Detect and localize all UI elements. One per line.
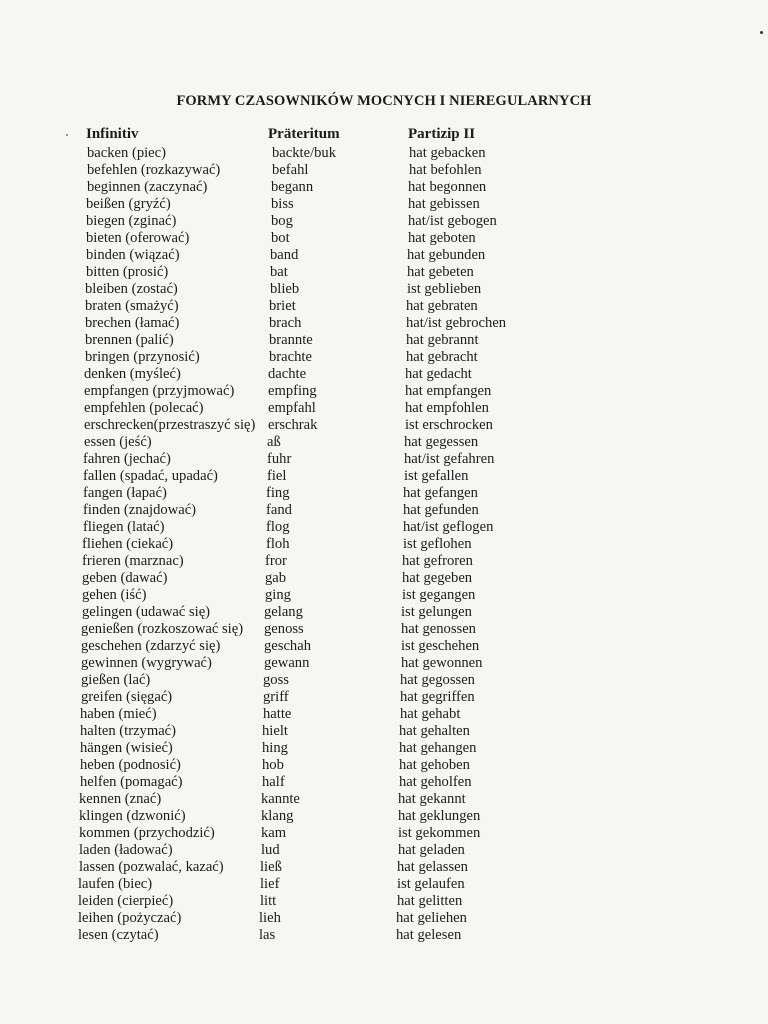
- table-row: [0, 825, 768, 842]
- partizip-cell: hat geklungen: [398, 808, 481, 824]
- partizip-cell: hat gebeten: [407, 264, 474, 280]
- infinitiv-cell: heben (podnosić): [80, 757, 181, 773]
- partizip-cell: hat/ist gebogen: [408, 213, 497, 229]
- partizip-cell: ist geblieben: [407, 281, 482, 297]
- prateritum-cell: kam: [261, 825, 287, 841]
- partizip-cell: hat gedacht: [405, 366, 472, 382]
- infinitiv-cell: bleiben (zostać): [85, 281, 178, 297]
- partizip-cell: ist gekommen: [398, 825, 481, 841]
- partizip-cell: hat geladen: [398, 842, 465, 858]
- table-row: [0, 281, 768, 298]
- table-row: [0, 298, 768, 315]
- infinitiv-cell: essen (jeść): [84, 434, 152, 450]
- table-row: [0, 774, 768, 791]
- prateritum-cell: empfahl: [268, 400, 316, 416]
- partizip-cell: hat geholfen: [399, 774, 472, 790]
- prateritum-cell: fiel: [267, 468, 287, 484]
- table-row: [0, 162, 768, 179]
- prateritum-cell: erschrak: [268, 417, 318, 433]
- partizip-cell: hat/ist gebrochen: [406, 315, 507, 331]
- partizip-cell: hat gebissen: [408, 196, 480, 212]
- prateritum-cell: genoss: [264, 621, 304, 637]
- scan-speck: [760, 31, 763, 34]
- infinitiv-cell: leihen (pożyczać): [78, 910, 182, 926]
- table-row: [0, 332, 768, 349]
- partizip-cell: ist gegangen: [402, 587, 476, 603]
- prateritum-cell: lieh: [259, 910, 281, 926]
- infinitiv-cell: klingen (dzwonić): [79, 808, 186, 824]
- partizip-cell: hat gebunden: [407, 247, 486, 263]
- partizip-cell: ist erschrocken: [405, 417, 493, 433]
- partizip-cell: ist gefallen: [404, 468, 469, 484]
- table-row: [0, 434, 768, 451]
- table-row: [0, 264, 768, 281]
- prateritum-cell: bot: [271, 230, 290, 246]
- partizip-cell: hat gegossen: [400, 672, 475, 688]
- table-row: [0, 638, 768, 655]
- infinitiv-cell: greifen (sięgać): [81, 689, 173, 705]
- prateritum-cell: fand: [266, 502, 292, 518]
- prateritum-cell: briet: [269, 298, 296, 314]
- table-header: [0, 126, 768, 144]
- table-row: [0, 553, 768, 570]
- infinitiv-cell: lesen (czytać): [78, 927, 159, 943]
- table-row: [0, 672, 768, 689]
- partizip-cell: hat gehabt: [400, 706, 461, 722]
- prateritum-cell: half: [262, 774, 285, 790]
- partizip-cell: hat gelitten: [397, 893, 463, 909]
- table-row: [0, 570, 768, 587]
- table-row: [0, 502, 768, 519]
- partizip-cell: hat gefroren: [402, 553, 473, 569]
- partizip-cell: hat gefunden: [403, 502, 479, 518]
- table-row: [0, 383, 768, 400]
- page-title: FORMY CZASOWNIKÓW MOCNYCH I NIEREGULARNYCH: [176, 93, 592, 109]
- table-row: [0, 740, 768, 757]
- infinitiv-cell: geben (dawać): [82, 570, 168, 586]
- prateritum-cell: las: [259, 927, 276, 943]
- table-row: [0, 536, 768, 553]
- infinitiv-cell: gießen (lać): [81, 672, 151, 688]
- table-row: [0, 196, 768, 213]
- infinitiv-cell: biegen (zginać): [86, 213, 177, 229]
- table-row: [0, 621, 768, 638]
- partizip-cell: hat gegeben: [402, 570, 473, 586]
- infinitiv-cell: genießen (rozkoszować się): [81, 621, 244, 637]
- partizip-cell: hat gebrannt: [406, 332, 479, 348]
- prateritum-cell: brachte: [269, 349, 312, 365]
- infinitiv-cell: brechen (łamać): [85, 315, 180, 331]
- header-partizip: Partizip II: [408, 126, 476, 142]
- header-prateritum: Präteritum: [268, 126, 340, 142]
- infinitiv-cell: fliehen (ciekać): [82, 536, 174, 552]
- infinitiv-cell: bieten (oferować): [86, 230, 190, 246]
- table-row: [0, 757, 768, 774]
- partizip-cell: hat gefangen: [403, 485, 478, 501]
- partizip-cell: hat gebraten: [406, 298, 478, 314]
- prateritum-cell: ging: [265, 587, 291, 603]
- table-row: [0, 213, 768, 230]
- prateritum-cell: hob: [262, 757, 284, 773]
- table-row: [0, 604, 768, 621]
- table-row: [0, 400, 768, 417]
- infinitiv-cell: backen (piec): [87, 145, 166, 161]
- infinitiv-cell: leiden (cierpieć): [78, 893, 174, 909]
- prateritum-cell: fror: [265, 553, 287, 569]
- table-row: [0, 179, 768, 196]
- infinitiv-cell: geschehen (zdarzyć się): [81, 638, 221, 654]
- partizip-cell: hat/ist geflogen: [403, 519, 494, 535]
- infinitiv-cell: laden (ładować): [79, 842, 173, 858]
- infinitiv-cell: kommen (przychodzić): [79, 825, 215, 841]
- partizip-cell: hat gelesen: [396, 927, 462, 943]
- partizip-cell: hat/ist gefahren: [404, 451, 495, 467]
- prateritum-cell: hielt: [262, 723, 288, 739]
- table-row: [0, 519, 768, 536]
- infinitiv-cell: binden (wiązać): [86, 247, 180, 263]
- prateritum-cell: blieb: [270, 281, 300, 297]
- prateritum-cell: litt: [260, 893, 277, 909]
- infinitiv-cell: fahren (jechać): [83, 451, 171, 467]
- prateritum-cell: kannte: [261, 791, 300, 807]
- prateritum-cell: brannte: [269, 332, 313, 348]
- prateritum-cell: band: [270, 247, 299, 263]
- prateritum-cell: bat: [270, 264, 288, 280]
- prateritum-cell: hatte: [263, 706, 292, 722]
- partizip-cell: hat gebacken: [409, 145, 486, 161]
- infinitiv-cell: frieren (marznac): [82, 553, 184, 569]
- prateritum-cell: lief: [260, 876, 280, 892]
- prateritum-cell: aß: [267, 434, 281, 450]
- prateritum-cell: backte/buk: [272, 145, 337, 161]
- prateritum-cell: brach: [269, 315, 302, 331]
- partizip-cell: ist gelungen: [401, 604, 472, 620]
- infinitiv-cell: beginnen (zaczynać): [87, 179, 208, 195]
- table-row: [0, 791, 768, 808]
- partizip-cell: hat gegessen: [404, 434, 479, 450]
- table-row: [0, 893, 768, 910]
- partizip-cell: hat gekannt: [398, 791, 466, 807]
- table-row: [0, 349, 768, 366]
- table-row: [0, 247, 768, 264]
- partizip-cell: hat gelassen: [397, 859, 468, 875]
- infinitiv-cell: fliegen (latać): [83, 519, 165, 535]
- infinitiv-cell: befehlen (rozkazywać): [87, 162, 221, 178]
- partizip-cell: hat gewonnen: [401, 655, 483, 671]
- infinitiv-cell: empfangen (przyjmować): [84, 383, 235, 399]
- partizip-cell: hat genossen: [401, 621, 476, 637]
- table-row: [0, 468, 768, 485]
- partizip-cell: hat geboten: [408, 230, 476, 246]
- table-row: [0, 927, 768, 944]
- infinitiv-cell: kennen (znać): [79, 791, 162, 807]
- infinitiv-cell: gelingen (udawać się): [82, 604, 211, 620]
- partizip-cell: hat empfohlen: [405, 400, 489, 416]
- prateritum-cell: lud: [261, 842, 280, 858]
- infinitiv-cell: gewinnen (wygrywać): [81, 655, 212, 671]
- partizip-cell: hat gehoben: [399, 757, 470, 773]
- prateritum-cell: gelang: [264, 604, 303, 620]
- table-row: [0, 910, 768, 927]
- prateritum-cell: fuhr: [267, 451, 292, 467]
- infinitiv-cell: bitten (prosić): [86, 264, 169, 280]
- partizip-cell: hat gegriffen: [400, 689, 475, 705]
- prateritum-cell: biss: [271, 196, 294, 212]
- partizip-cell: hat gehalten: [399, 723, 470, 739]
- table-row: [0, 689, 768, 706]
- table-row: [0, 723, 768, 740]
- table-row: [0, 145, 768, 162]
- partizip-cell: hat gebracht: [406, 349, 478, 365]
- infinitiv-cell: braten (smażyć): [85, 298, 179, 314]
- infinitiv-cell: haben (mieć): [80, 706, 157, 722]
- partizip-cell: hat empfangen: [405, 383, 492, 399]
- prateritum-cell: flog: [266, 519, 290, 535]
- verb-table: [0, 145, 768, 944]
- prateritum-cell: goss: [263, 672, 289, 688]
- table-row: [0, 315, 768, 332]
- prateritum-cell: geschah: [264, 638, 312, 654]
- table-row: [0, 842, 768, 859]
- infinitiv-cell: helfen (pomagać): [80, 774, 183, 790]
- infinitiv-cell: laufen (biec): [78, 876, 153, 892]
- prateritum-cell: befahl: [272, 162, 309, 178]
- table-row: [0, 451, 768, 468]
- prateritum-cell: klang: [261, 808, 294, 824]
- infinitiv-cell: lassen (pozwalać, kazać): [79, 859, 224, 875]
- prateritum-cell: hing: [262, 740, 288, 756]
- infinitiv-cell: brennen (palić): [85, 332, 174, 348]
- prateritum-cell: empfing: [268, 383, 317, 399]
- prateritum-cell: ließ: [260, 859, 282, 875]
- infinitiv-cell: beißen (gryźć): [86, 196, 171, 212]
- prateritum-cell: dachte: [268, 366, 307, 382]
- scan-speck: [66, 134, 68, 136]
- table-row: [0, 859, 768, 876]
- infinitiv-cell: gehen (iść): [82, 587, 147, 603]
- infinitiv-cell: fallen (spadać, upadać): [83, 468, 218, 484]
- prateritum-cell: gewann: [264, 655, 310, 671]
- header-infinitiv: Infinitiv: [86, 126, 139, 142]
- prateritum-cell: fing: [266, 485, 290, 501]
- partizip-cell: hat befohlen: [409, 162, 482, 178]
- infinitiv-cell: bringen (przynosić): [85, 349, 200, 365]
- table-row: [0, 417, 768, 434]
- table-row: [0, 366, 768, 383]
- table-row: [0, 706, 768, 723]
- partizip-cell: hat gehangen: [399, 740, 477, 756]
- infinitiv-cell: denken (myśleć): [84, 366, 181, 382]
- prateritum-cell: begann: [271, 179, 314, 195]
- partizip-cell: hat begonnen: [408, 179, 487, 195]
- partizip-cell: ist geschehen: [401, 638, 480, 654]
- infinitiv-cell: erschrecken(przestraszyć się): [84, 417, 256, 433]
- partizip-cell: ist gelaufen: [397, 876, 465, 892]
- prateritum-cell: griff: [263, 689, 289, 705]
- table-row: [0, 587, 768, 604]
- table-row: [0, 876, 768, 893]
- prateritum-cell: bog: [271, 213, 293, 229]
- infinitiv-cell: halten (trzymać): [80, 723, 177, 739]
- infinitiv-cell: empfehlen (polecać): [84, 400, 204, 416]
- prateritum-cell: floh: [266, 536, 290, 552]
- table-row: [0, 485, 768, 502]
- partizip-cell: ist geflohen: [403, 536, 472, 552]
- table-row: [0, 230, 768, 247]
- table-row: [0, 655, 768, 672]
- prateritum-cell: gab: [265, 570, 287, 586]
- table-row: [0, 808, 768, 825]
- partizip-cell: hat geliehen: [396, 910, 467, 926]
- infinitiv-cell: fangen (łapać): [83, 485, 167, 501]
- infinitiv-cell: hängen (wisieć): [80, 740, 173, 756]
- infinitiv-cell: finden (znajdować): [83, 502, 197, 518]
